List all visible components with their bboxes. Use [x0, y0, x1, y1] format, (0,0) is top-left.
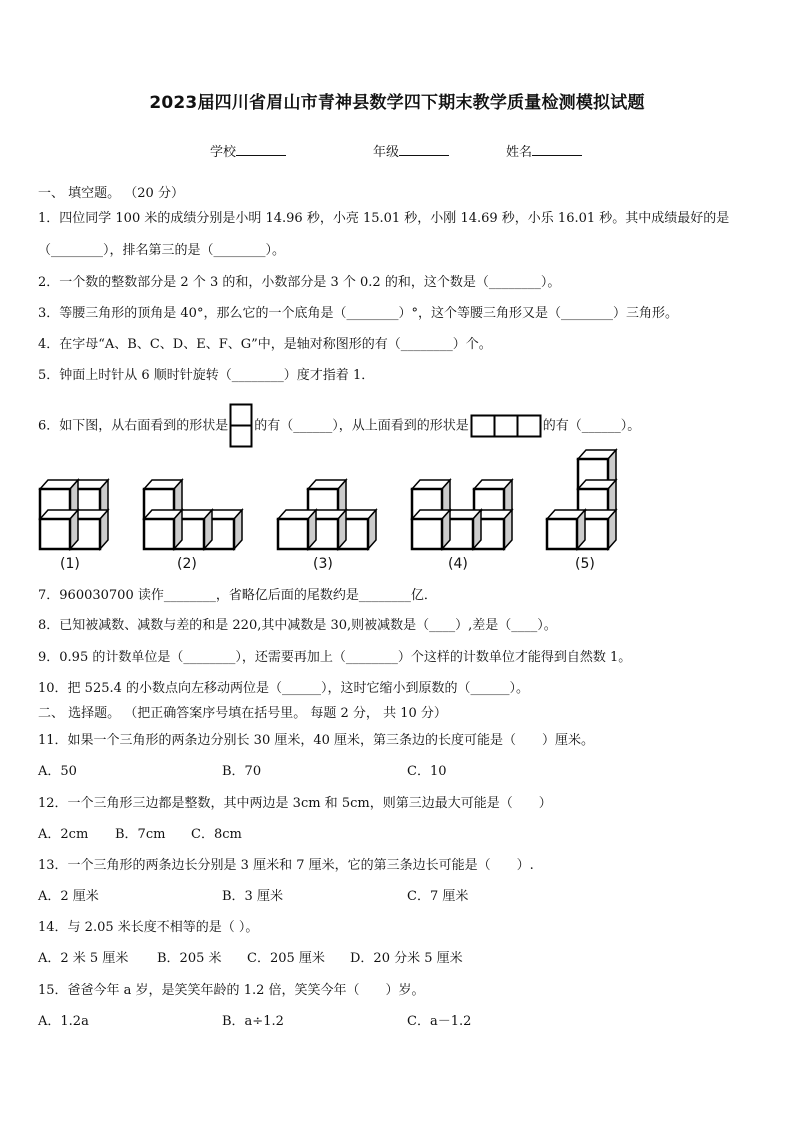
name-label: 姓名: [506, 145, 533, 160]
figure-label-5: (5): [575, 556, 595, 572]
figure-5-cubes: [547, 450, 616, 549]
section-fill-in: 一、 填空题。 （20 分）: [38, 186, 184, 201]
grade-field[interactable]: [373, 141, 449, 160]
school-blank[interactable]: [236, 143, 286, 156]
section-multiple-choice: 二、 选择题。 （把正确答案序号填在括号里。 每题 2 分， 共 10 分）: [38, 706, 447, 721]
grade-label: 年级: [373, 145, 400, 160]
figure-label-4: (4): [448, 556, 468, 572]
page-title: 2023届四川省眉山市青神县数学四下期末教学质量检测模拟试题: [149, 93, 645, 113]
question-14: 14．与 2.05 米长度不相等的是（ ）。: [38, 920, 259, 935]
question-2: 2．一个数的整数部分是 2 个 3 的和，小数部分是 3 个 0.2 的和，这个数是（________）。: [38, 275, 561, 290]
question-14-option-b[interactable]: B．205 米: [157, 951, 222, 966]
question-13: 13．一个三角形的两条边长分别是 3 厘米和 7 厘米，它的第三条边长可能是（ ）.: [38, 858, 534, 873]
question-10: 10．把 525.4 的小数点向左移动两位是（______），这时它缩小到原数的（______）。: [38, 681, 530, 696]
question-1-line-1: 1．四位同学 100 米的成绩分别是小明 14.96 秒，小亮 15.01 秒，小刚 14.69 秒，小乐 16.01 秒。其中成绩最好的是: [38, 211, 730, 226]
question-5: 5．钟面上时针从 6 顺时针旋转（________）度才指着 1．: [38, 368, 375, 383]
cube-figures: [0, 440, 794, 555]
figure-4-cubes: [412, 480, 512, 549]
question-11-option-b[interactable]: B．70: [222, 764, 262, 779]
question-14-option-d[interactable]: D．20 分米 5 厘米: [350, 951, 463, 966]
question-6-part-1: 6．如下图，从右面看到的形状是: [38, 418, 229, 434]
figure-label-1: (1): [60, 556, 80, 572]
grade-blank[interactable]: [399, 143, 449, 156]
question-8: 8．已知被减数、减数与差的和是 220,其中减数是 30,则被减数是（____）,差是（____）。: [38, 618, 557, 633]
question-12-option-b[interactable]: B．7cm: [115, 827, 166, 842]
question-12: 12．一个三角形三边都是整数，其中两边是 3cm 和 5cm，则第三边最大可能是（ ）: [38, 796, 552, 811]
question-6-part-3: 的有（______）。: [542, 418, 641, 434]
question-13-option-b[interactable]: B．3 厘米: [222, 889, 283, 904]
figure-2-cubes: [144, 480, 242, 549]
name-blank[interactable]: [532, 143, 582, 156]
figure-3-cubes: [278, 480, 376, 549]
question-9: 9．0.95 的计数单位是（________），还需要再加上（________）个这样的计数单位才能得到自然数 1。: [38, 650, 632, 665]
question-15-option-c[interactable]: C．a－1.2: [407, 1014, 472, 1029]
figure-1-cubes: [40, 480, 108, 549]
figure-label-2: (2): [177, 556, 197, 572]
question-12-option-a[interactable]: A．2cm: [38, 827, 89, 842]
question-12-option-c[interactable]: C．8cm: [191, 827, 242, 842]
question-15-option-a[interactable]: A．1.2a: [38, 1014, 89, 1029]
school-label: 学校: [210, 145, 237, 160]
question-15-option-b[interactable]: B．a÷1.2: [222, 1014, 284, 1029]
question-13-option-a[interactable]: A．2 厘米: [38, 889, 99, 904]
question-6-part-2: 的有（______），从上面看到的形状是: [254, 418, 469, 434]
question-7: 7．960030700 读作________，省略亿后面的尾数约是________亿．: [38, 588, 437, 603]
name-field[interactable]: [506, 141, 582, 160]
question-1-line-2: （________），排名第三的是（________）。: [38, 243, 286, 258]
question-4: 4．在字母“A、B、C、D、E、F、G”中，是轴对称图形的有（________）个。: [38, 337, 492, 352]
top-view-shape-icon: [470, 414, 542, 438]
school-field[interactable]: [210, 141, 286, 160]
question-14-option-c[interactable]: C．205 厘米: [247, 951, 325, 966]
question-3: 3．等腰三角形的顶角是 40°，那么它的一个底角是（________）°，这个等腰三角形又是（________）三角形。: [38, 306, 678, 321]
question-11: 11．如果一个三角形的两条边分别长 30 厘米，40 厘米，第三条边的长度可能是（ ）厘米。: [38, 733, 595, 748]
question-11-option-a[interactable]: A．50: [38, 764, 77, 779]
question-13-option-c[interactable]: C．7 厘米: [407, 889, 469, 904]
question-14-option-a[interactable]: A．2 米 5 厘米: [38, 951, 129, 966]
figure-label-3: (3): [313, 556, 333, 572]
question-11-option-c[interactable]: C．10: [407, 764, 447, 779]
question-15: 15．爸爸今年 a 岁，是笑笑年龄的 1.2 倍，笑笑今年（ ）岁。: [38, 983, 425, 998]
